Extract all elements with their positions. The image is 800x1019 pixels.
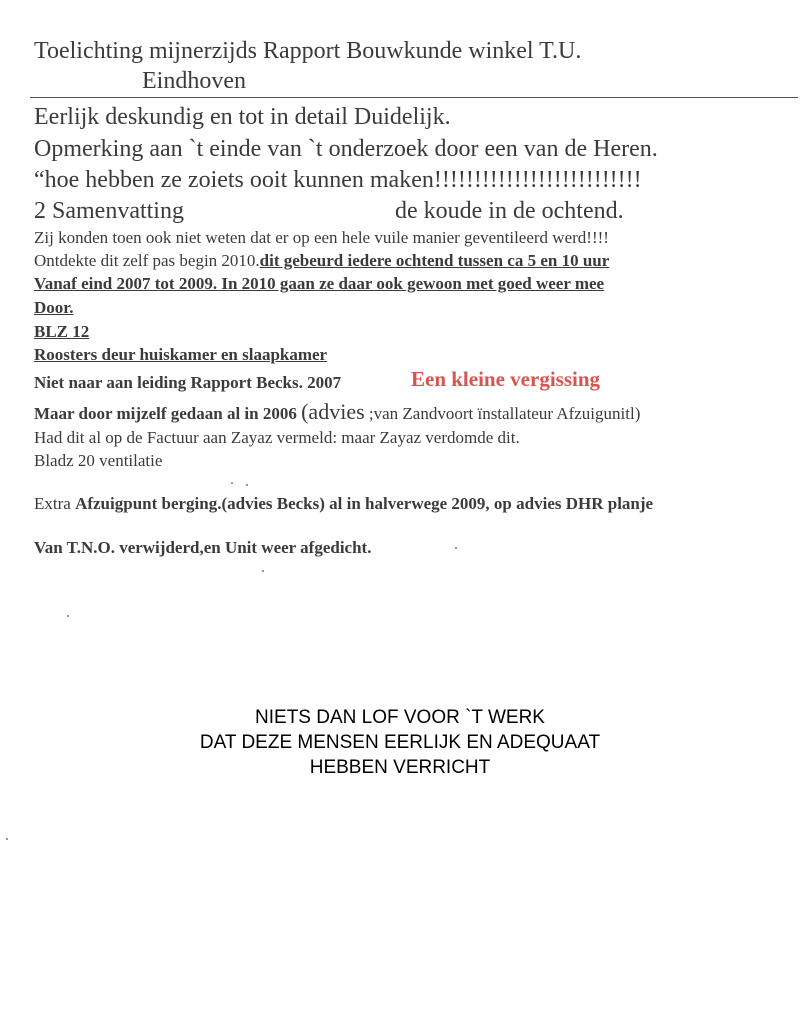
scan-speck [67, 615, 69, 617]
scan-speck [6, 838, 8, 840]
samenvatting-text: de koude in de ochtend. [395, 198, 624, 224]
samenvatting-label: 2 Samenvatting [34, 198, 184, 224]
line-blz: BLZ 12 [34, 322, 90, 341]
line-maar-bold: Maar door mijzelf gedaan al in 2006 [34, 404, 297, 423]
line-tno: Van T.N.O. verwijderd,en Unit weer afgedicht. [34, 538, 372, 557]
line-kleine-vergissing: Een kleine vergissing [411, 367, 601, 391]
line-advies-big: (advies [301, 399, 365, 424]
footer-line-2: DAT DEZE MENSEN EERLIJK EN ADEQUAAT [199, 732, 601, 753]
line-ontdekte-plain: Ontdekte dit zelf pas begin 2010. [34, 251, 260, 270]
line-ontdekte [34, 251, 609, 271]
line-extra-plain: Extra [34, 494, 71, 513]
line-maar [34, 399, 640, 425]
line-vanaf: Vanaf eind 2007 tot 2009. In 2010 gaan ze daar ook gewoon met goed weer mee [34, 274, 605, 293]
line-extra [34, 494, 653, 514]
line-factuur: Had dit al op de Factuur aan Zayaz vermeld: maar Zayaz verdomde dit. [34, 428, 520, 447]
scan-speck [455, 547, 457, 549]
line-niet-naar: Niet naar aan leiding Rapport Becks. 2007 [34, 373, 342, 392]
footer-line-1: NIETS DAN LOF VOOR `T WERK [255, 707, 545, 728]
line-opmerking: Opmerking aan `t einde van `t onderzoek door een van de Heren. [34, 136, 658, 162]
title-divider [30, 97, 798, 98]
line-quote: “hoe hebben ze zoiets ooit kunnen maken!!!!!!!!!!!!!!!!!!!!!!!!!! [34, 167, 642, 193]
footer-line-3: HEBBEN VERRICHT [309, 757, 491, 778]
scan-speck [262, 570, 264, 572]
line-ontdekte-bold: dit gebeurd iedere ochtend tussen ca 5 en 10 uur [259, 251, 610, 270]
scan-speck [246, 484, 248, 486]
title-line-1: Toelichting mijnerzijds Rapport Bouwkunde winkel T.U. [34, 38, 582, 64]
line-zij: Zij konden toen ook niet weten dat er op een hele vuile manier geventileerd werd!!!! [34, 228, 609, 247]
line-roosters: Roosters deur huiskamer en slaapkamer [34, 345, 328, 364]
title-line-2: Eindhoven [142, 68, 246, 94]
scan-speck [231, 482, 233, 484]
line-door: Door. [34, 298, 74, 317]
line-eerlijk: Eerlijk deskundig en tot in detail Duidelijk. [34, 104, 451, 130]
line-bladz: Bladz 20 ventilatie [34, 451, 163, 470]
line-extra-bold: Afzuigpunt berging.(advies Becks) al in halverwege 2009, op advies DHR planje [75, 494, 654, 513]
line-advies-small: ;van Zandvoort ïnstallateur Afzuigunitl) [368, 404, 641, 423]
